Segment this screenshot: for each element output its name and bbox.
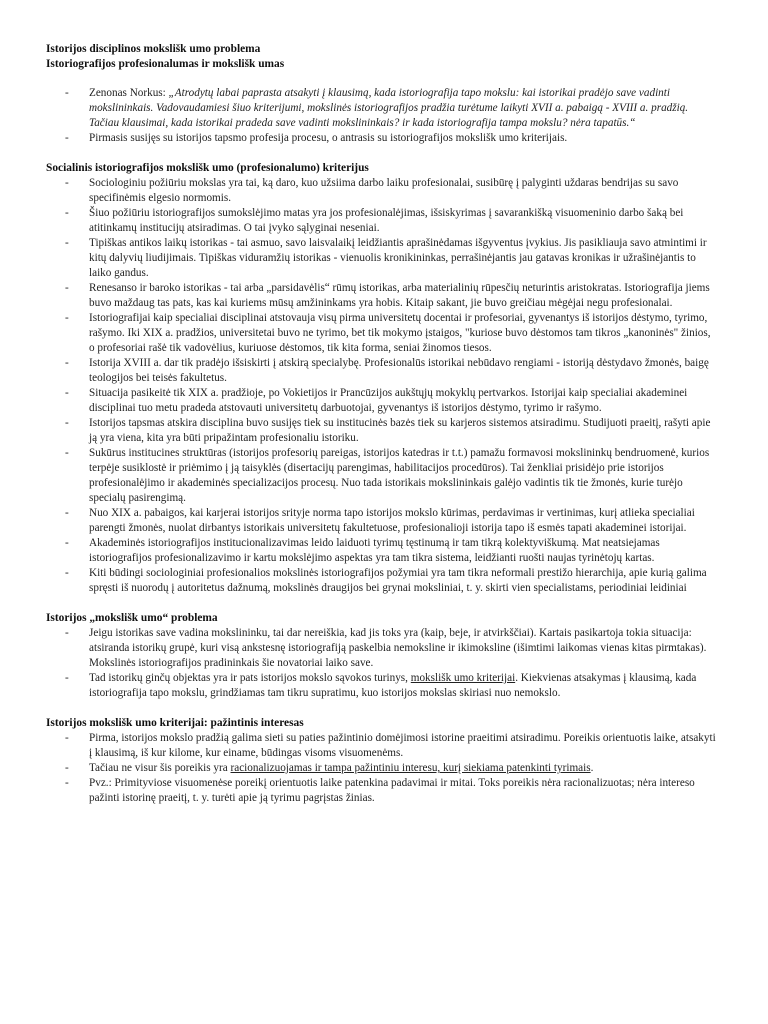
list-item	[46, 386, 716, 416]
list-item	[46, 311, 716, 356]
list-item	[46, 446, 716, 506]
list-item-text: Sociologiniu požiūriu mokslas yra tai, ką daro, kuo užsiima darbo laiku profesionalai, susibūrę į palyginti uždaras bendrijas su savo specifinėmis elgesio normomis.	[89, 177, 679, 204]
list-item-text: Situacija pasikeitė tik XIX a. pradžioje, po Vokietijos ir Prancūzijos aukštųjų mokyklų pertvarkos. Istorijai kaip specialiai akademinei disciplinai tuo metu pradeda atstovauti universitetų darbuotojai, gyvenantys iš istorijos dėstymo, tyrimo ir rašymo.	[89, 387, 688, 414]
quote-author: Zenonas Norkus:	[89, 87, 169, 99]
list-item-text: Šiuo požiūriu istoriografijos sumokslėjimo matas yra jos profesionalėjimas, išsiskyrimas į savarankišką visuomeninio darbo šaką bei atitinkamų institucijų atsiradimas. O tai įvyko sąlyginai neseniai.	[89, 207, 684, 234]
dash-bullet: -	[65, 282, 69, 294]
cognitive-interest-section	[46, 716, 716, 806]
social-criterion-list	[46, 176, 716, 596]
list-item-text: Pvz.: Primityviose visuomenėse poreikį orientuotis laike patenkina padavimai ir mitai. Toks poreikis nėra racionalizuotas; nėra intereso pažinti istorinę praeitį, t. y. turėti apie ją tyrimu pagrįstas žinias.	[89, 777, 695, 804]
list-item	[46, 206, 716, 236]
dash-bullet: -	[65, 207, 69, 219]
dash-bullet: -	[65, 507, 69, 519]
list-item-text: Tad istorikų ginčų objektas yra ir pats istorijos mokslo sąvokos turinys,	[89, 672, 411, 684]
list-item	[46, 671, 716, 701]
intro-section	[46, 86, 716, 146]
dash-bullet: -	[65, 777, 69, 789]
list-item	[46, 416, 716, 446]
dash-bullet: -	[65, 447, 69, 459]
dash-bullet: -	[65, 312, 69, 324]
underlined-term: mokslišk umo kriterijai	[410, 672, 516, 684]
section-heading: Istorijos mokslišk umo kriterijai: pažintinis interesas	[46, 717, 304, 729]
cognitive-interest-list	[46, 731, 716, 806]
list-item-text: .	[590, 762, 594, 774]
list-item	[46, 506, 716, 536]
list-item	[46, 761, 716, 776]
list-item-text: Pirma, istorijos mokslo pradžią galima sieti su paties pažintinio domėjimosi istorine praeitimi atsiradimu. Poreikis orientuotis laike, atsakyti į klausimą, iš kur kilome, kur einame, būdingas visoms visuomenėms.	[89, 732, 716, 759]
list-item	[46, 131, 716, 146]
list-item	[46, 281, 716, 311]
list-item-text: Akademinės istoriografijos institucionalizavimas leido laiduoti tyrimų tęstinumą ir tam tikrą kolektyviškumą. Mat neatsiejamas istoriografijos profesionalizavimo ir kartu mokslėjimo aspektas yra tam tikra sistema, leidžianti ruošti naujas tyrinėtojų kartas.	[89, 537, 660, 564]
underlined-term: racionalizuojamas ir tampa pažintiniu interesu, kurį siekiama patenkinti tyrimais	[230, 762, 591, 774]
list-item	[46, 236, 716, 281]
list-item-text: Istorijos tapsmas atskira disciplina buvo susijęs tiek su institucinės bazės tiek su karjeros sistemos atsiradimu. Studijuoti praeitį, rašyti apie ją yra viena, kita yra būti pripažintam profesionaliu istoriku.	[89, 417, 711, 444]
list-item-text: . Kiekvienas atsakymas į klausimą, kada istoriografija tapo mokslu, grindžiamas tam tikru supratimu, kuo istorijos mokslas skiriasi nuo nemokslo.	[89, 672, 697, 699]
dash-bullet: -	[65, 762, 69, 774]
list-item-text: Pirmasis susijęs su istorijos tapsmo profesija procesu, o antrasis su istoriografijos mokslišk umo kriterijais.	[89, 132, 568, 144]
dash-bullet: -	[65, 417, 69, 429]
list-item	[46, 731, 716, 761]
list-item	[46, 176, 716, 206]
scientificity-problem-section	[46, 611, 716, 701]
list-item-text: Tačiau ne visur šis poreikis yra	[89, 762, 231, 774]
list-item	[46, 776, 716, 806]
scientificity-problem-list	[46, 626, 716, 701]
intro-list	[46, 86, 716, 146]
section-heading: Istorijos „mokslišk umo“ problema	[46, 612, 218, 624]
list-item-text: Istoriografijai kaip specialiai disciplinai atstovauja visų pirma universitetų docentai ir profesoriai, gyvenantys iš istorijos dėstymo, tyrimo, rašymo. Iki XIX a. pradžios, universitetai buvo ne tyrimo, bet tik mokymo įstaigos, "kuriose buvo dėstomos tam tikros „kanoninės" žinios, o profesoriai rašė tik vadovėlius, kuriuose dėstomos, tik kita forma, seniai žinomos tiesos.	[89, 312, 711, 354]
document-page	[46, 42, 716, 806]
list-item-text: Jeigu istorikas save vadina mokslininku, tai dar nereiškia, kad jis toks yra (kaip, beje, ir atvirkščiai). Kartais pasikartoja tokia situacija: atsiranda istorikų grupė, kuri visą ankstesnę istoriografiją paskelbia nemoksline ir ikimoksline (išimtimi laikomas vienas kitas pirmtakas). Mokslinės istoriografijos pradininkais šie novatoriai laiko save.	[89, 627, 707, 669]
dash-bullet: -	[65, 237, 69, 249]
dash-bullet: -	[65, 87, 69, 99]
list-item	[46, 86, 716, 131]
list-item	[46, 536, 716, 566]
dash-bullet: -	[65, 177, 69, 189]
list-item	[46, 356, 716, 386]
list-item-text: Kiti būdingi sociologiniai profesionalios mokslinės istoriografijos požymiai yra tam tikra neformali prestižo hierarchija, apie kurią galima spręsti iš nuorodų į autoritetus dažnumą, mokslinės draugijos bei grynai moksliniai, t. y. skirti vien specialistams, periodiniai leidiniai	[89, 567, 707, 594]
list-item	[46, 626, 716, 671]
section-heading: Socialinis istoriografijos mokslišk umo (profesionalumo) kriterijus	[46, 162, 369, 174]
dash-bullet: -	[65, 672, 69, 684]
list-item-text: Nuo XIX a. pabaigos, kai karjerai istorijos srityje norma tapo istorijos mokslo kūrimas, perdavimas ir vertinimas, kurį atlieka specialiai parengti žmonės, nuolat dirbantys istorikais universitetų fakultetuose, profesionalioji istorija tapo iš esmės tapati akademinei istorijai.	[89, 507, 695, 534]
dash-bullet: -	[65, 732, 69, 744]
dash-bullet: -	[65, 567, 69, 579]
document-title: Istorijos disciplinos mokslišk umo problema	[46, 43, 261, 55]
document-subtitle: Istoriografijos profesionalumas ir mokslišk umas	[46, 58, 285, 70]
list-item	[46, 566, 716, 596]
dash-bullet: -	[65, 357, 69, 369]
list-item-text: Tipiškas antikos laikų istorikas - tai asmuo, savo laisvalaikį leidžiantis aprašinėdamas išgyventus įvykius. Jis pasikliauja savo atmintimi ir kitų dalyvių liudijimais. Tipiškas viduramžių istorikas - vienuolis kronikininkas, perrašinėjantis jau gatavas kronikas ir užrašinėjantis to laiko gandus.	[89, 237, 707, 279]
list-item-text: Sukūrus institucines struktūras (istorijos profesorių pareigas, istorijos katedras ir t.t.) pamažu formavosi mokslininkų bendruomenė, kurios terpėje susiklostė ir priėmimo į ją taisyklės (disertacijų parengimas, habilitacijos procedūros). Tai ženkliai prisidėjo prie istorijos profesionalėjimo ir akademinės specializacijos procesų. Nuo tada istorikais mokslininkais galėjo vadintis tik tie žmonės, kurie turėjo specialų pasirengimą.	[89, 447, 710, 504]
quote-text: „Atrodytų labai paprasta atsakyti į klausimą, kada istoriografija tapo mokslu: kai istorikai pradėjo save vadinti mokslininkais. Vadovaudamiesi šiuo kriterijumi, mokslinės istoriografijos pradžia turėtume laikyti XVII a. pabaigą - XVIII a. pradžią. Tačiau klausimai, kada istorikai pradeda save vadinti mokslininkais? ir kada istoriografija tampa mokslu? nėra tapatūs.“	[89, 87, 689, 129]
dash-bullet: -	[65, 132, 69, 144]
dash-bullet: -	[65, 627, 69, 639]
dash-bullet: -	[65, 537, 69, 549]
list-item-text: Istorija XVIII a. dar tik pradėjo išsiskirti į atskirą specialybę. Profesionalūs istorikai nebūdavo rengiami - istoriją dėstydavo žmonės, baigę teologijos bei teisės fakultetus.	[89, 357, 709, 384]
dash-bullet: -	[65, 387, 69, 399]
list-item-text: Renesanso ir baroko istorikas - tai arba „parsidavėlis“ rūmų istorikas, arba materialinių rūpesčių neturintis aristokratas. Istoriografija jiems buvo maždaug tas pats, kas kai kuriems mūsų amžininkams yra hobis. Kitaip sakant, jie buvo greičiau mėgėjai negu profesionalai.	[89, 282, 710, 309]
social-criterion-section	[46, 161, 716, 596]
